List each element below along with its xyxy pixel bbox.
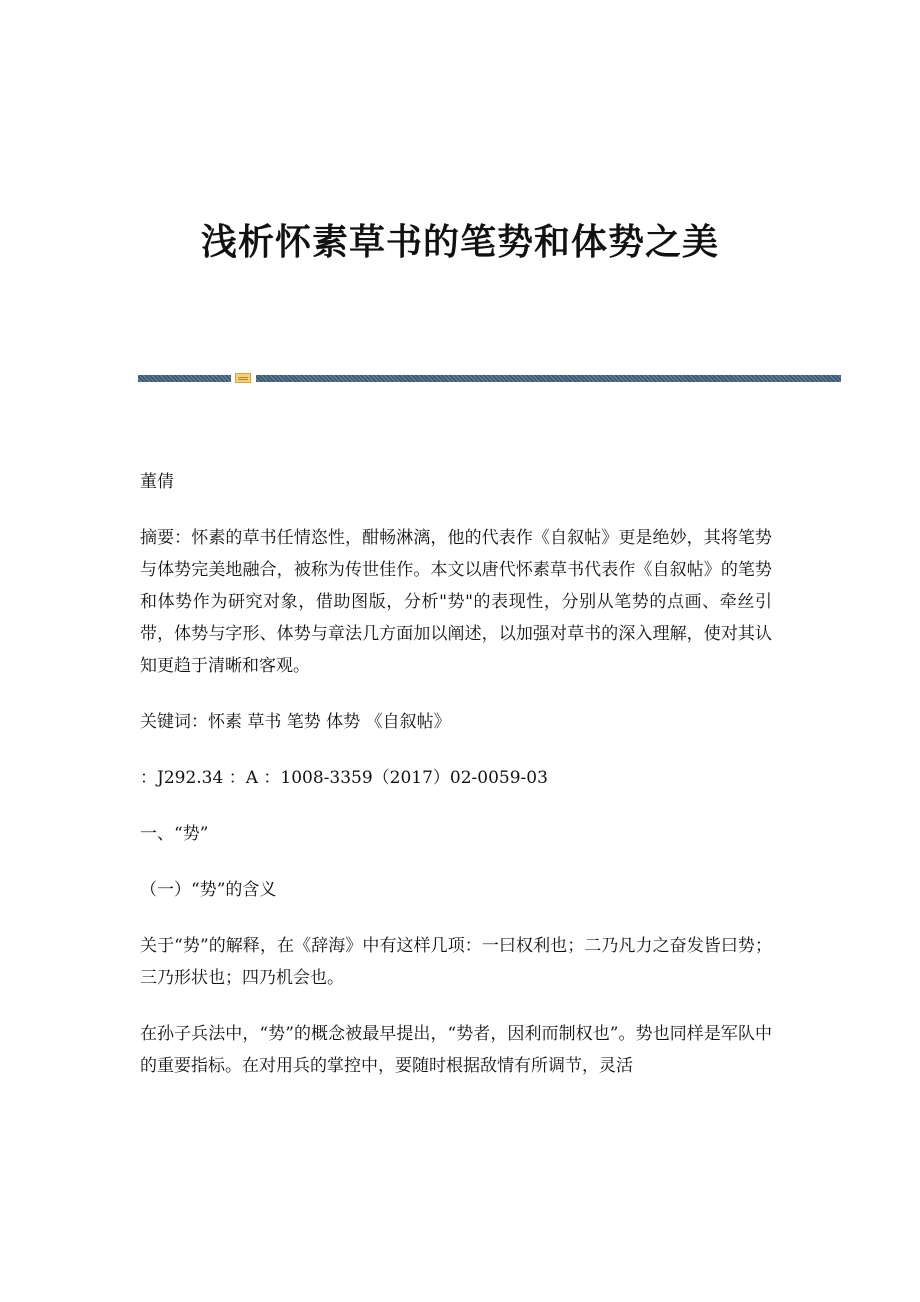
divider-emblem-icon — [235, 373, 251, 383]
classification-line: ：J292.34 ：A ：1008-3359（2017）02-0059-03 — [140, 768, 548, 788]
section-heading: 一、“势” — [140, 824, 209, 844]
title-divider — [138, 373, 841, 383]
author-name: 董倩 — [140, 472, 174, 492]
body-paragraph-1: 关于“势”的解释，在《辞海》中有这样几项：一曰权利也；二乃凡力之奋发皆曰势；三乃形状也；四乃机会也。 — [140, 936, 772, 988]
body-paragraph-2: 在孙子兵法中，“势”的概念被最早提出，“势者，因利而制权也”。势也同样是军队中的重要指标。在对用兵的掌控中，要随时根据敌情有所调节，灵活 — [140, 1024, 772, 1076]
divider-bar-left — [138, 375, 231, 382]
document-title: 浅析怀素草书的笔势和体势之美 — [200, 221, 719, 263]
abstract-paragraph: 摘要：怀素的草书任情恣性，酣畅淋漓，他的代表作《自叙帖》更是绝妙，其将笔势与体势完美地融合，被称为传世佳作。本文以唐代怀素草书代表作《自叙帖》的笔势和体势作为研究对象，借助图版，分析"势"的表现性，分别从笔势的点画、牵丝引带，体势与字形、体势与章法几方面加以阐述，以加强对草书的深入理解，使对其认知更趋于清晰和客观。 — [140, 528, 772, 676]
subsection-heading: （一）“势”的含义 — [140, 880, 277, 900]
divider-bar-right — [256, 375, 841, 382]
document-body — [140, 466, 772, 1106]
keywords-line: 关键词：怀素 草书 笔势 体势 《自叙帖》 — [140, 712, 451, 732]
